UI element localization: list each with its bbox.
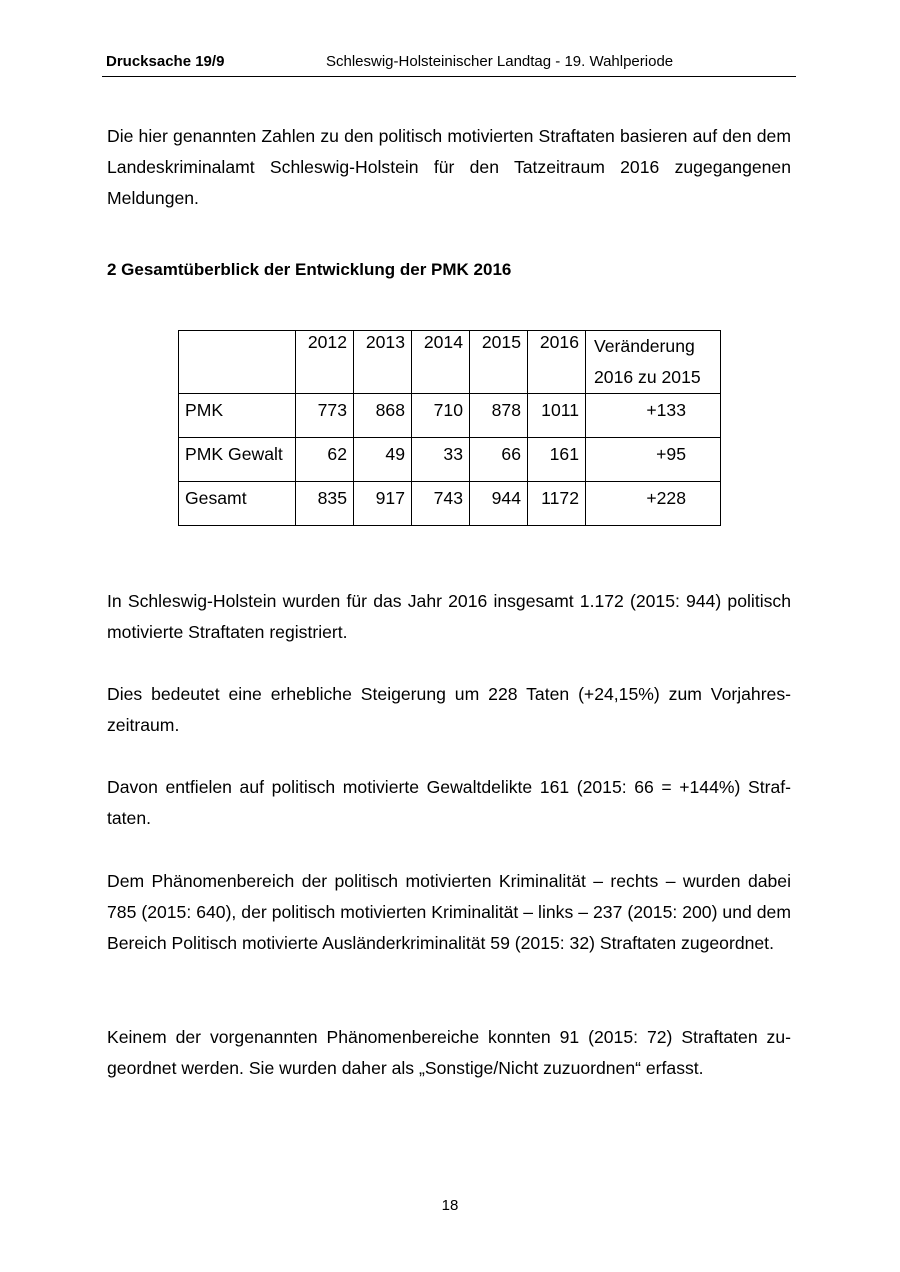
change-header-line2: 2016 zu 2015 [594,367,701,387]
change-header-line1: Veränderung [594,336,695,356]
paragraph-increase: Dies bedeutet eine erhebliche Steigerung um 228 Taten (+24,15%) zum Vorjahreszeitraum. [107,684,791,735]
change-cell: +133 [586,394,721,438]
table-cell: 161 [528,438,586,482]
table-cell: 33 [412,438,470,482]
table-cell: 62 [296,438,354,482]
table-cell: 1011 [528,394,586,438]
table-cell: 743 [412,482,470,526]
row-label: PMK Gewalt [179,438,296,482]
row-label: PMK [179,394,296,438]
year-header: 2015 [470,331,528,394]
table-cell: 710 [412,394,470,438]
table-cell: 944 [470,482,528,526]
paragraph-total: In Schleswig-Holstein wurden für das Jahr 2016 insgesamt 1.172 (2015: 944) politisch motivierte Straftaten registriert. [107,591,791,642]
table-header-row [179,331,721,394]
change-cell: +95 [586,438,721,482]
page-number: 18 [441,1197,459,1214]
paragraph-phenomena: Dem Phänomenbereich der politisch motivierten Kriminalität – rechts – wurden dabei 785 (2015: 640), der politisch motivierten Kriminalität – links – 237 (2015: 200) und dem Bereich Politisch motivierte Ausländerkriminalität 59 (2015: 32) Straftaten zugeordnet. [107,871,791,953]
paragraph-violence: Davon entfielen auf politisch motivierte Gewaltdelikte 161 (2015: 66 = +144%) Straftaten. [107,777,791,828]
document-number: Drucksache 19/9 [106,53,225,70]
intro-paragraph: Die hier genannten Zahlen zu den politisch motivierten Straftaten basieren auf den dem Landeskriminalamt Schleswig-Holstein für den Tatzeitraum 2016 zugegangenen Meldungen. [107,126,791,208]
table-row [179,482,721,526]
table-cell: 878 [470,394,528,438]
row-label: Gesamt [179,482,296,526]
change-cell: +228 [586,482,721,526]
pmk-table [178,330,721,526]
year-header: 2012 [296,331,354,394]
table-cell: 835 [296,482,354,526]
section-heading: 2 Gesamtüberblick der Entwicklung der PMK 2016 [107,260,512,279]
table-row [179,438,721,482]
parliament-title: Schleswig-Holsteinischer Landtag - 19. Wahlperiode [326,53,674,70]
table-row [179,394,721,438]
change-header [586,331,721,394]
year-header: 2013 [354,331,412,394]
table-cell: 49 [354,438,412,482]
year-header: 2014 [412,331,470,394]
table-cell: 868 [354,394,412,438]
table-cell: 66 [470,438,528,482]
paragraph-other: Keinem der vorgenannten Phänomenbereiche konnten 91 (2015: 72) Straftaten zugeordnet werden. Sie wurden daher als „Sonstige/Nicht zuzuordnen“ erfasst. [107,1027,791,1078]
table-cell: 917 [354,482,412,526]
page-header [102,52,796,77]
table-cell: 773 [296,394,354,438]
table-cell: 1172 [528,482,586,526]
year-header: 2016 [528,331,586,394]
table-corner-cell [179,331,296,394]
